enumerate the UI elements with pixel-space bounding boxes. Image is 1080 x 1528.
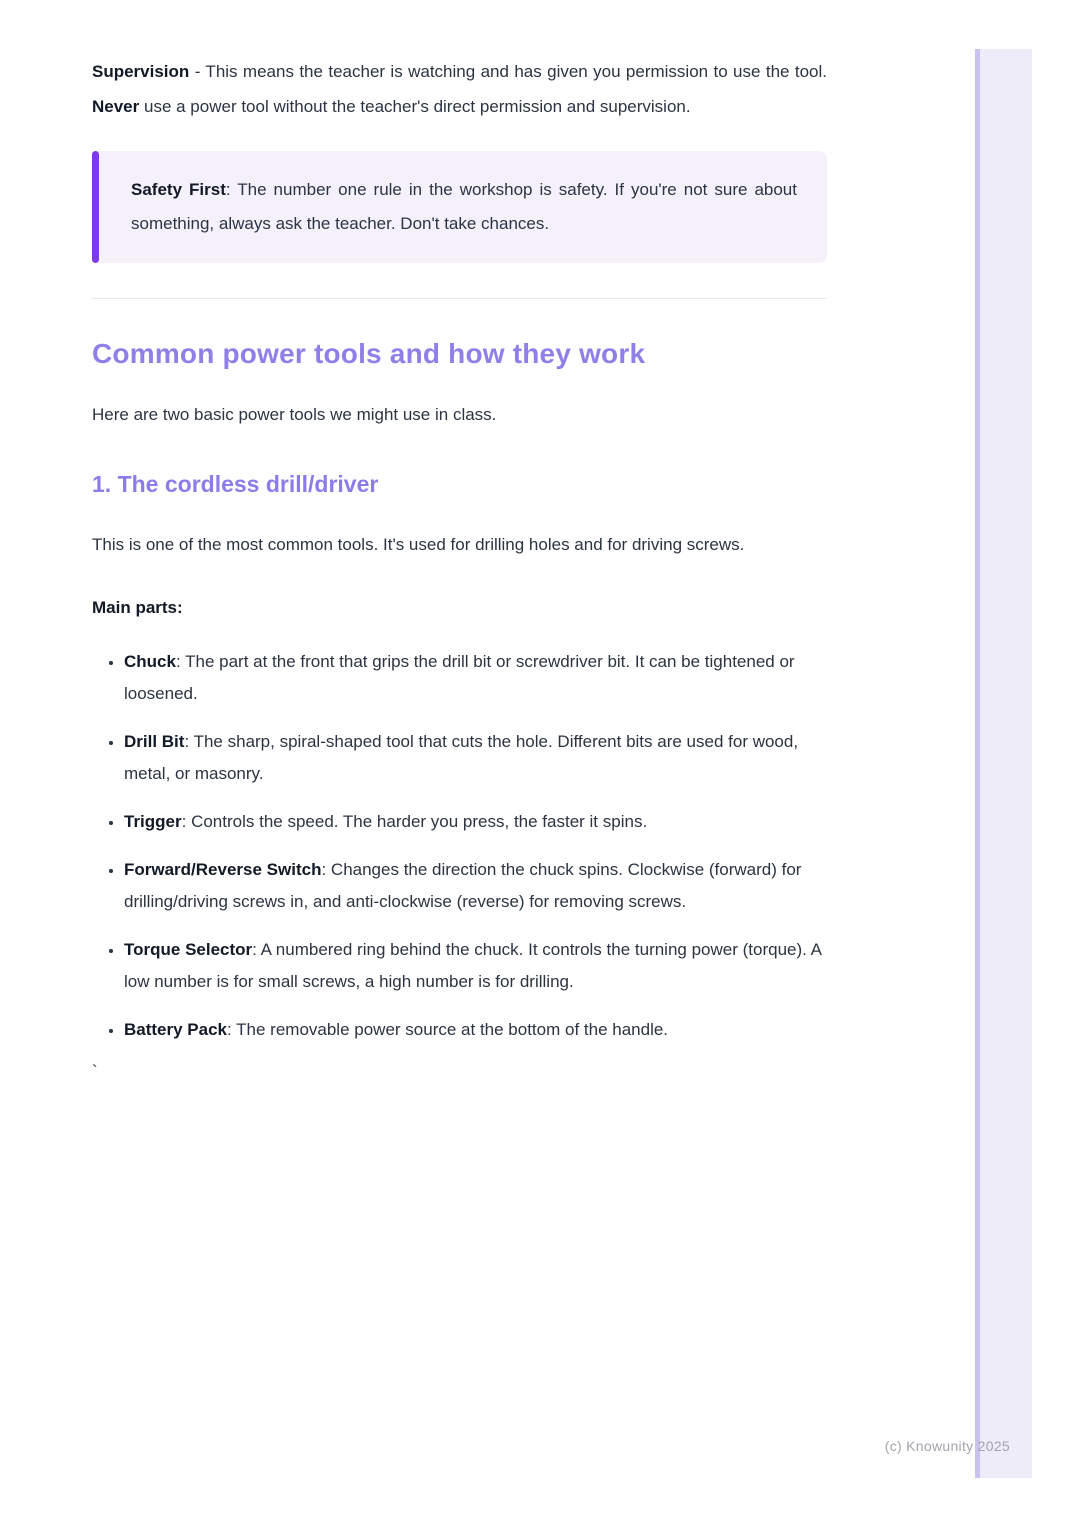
subsection-intro: This is one of the most common tools. It's used for drilling holes and for driving screws. [92, 535, 745, 554]
stray-backtick: ` [92, 1062, 98, 1081]
part-description: : The sharp, spiral-shaped tool that cuts the hole. Different bits are used for wood, metal, or masonry. [124, 732, 799, 783]
section-heading: Common power tools and how they work [92, 338, 646, 369]
list-item-drill-bit [124, 726, 827, 790]
supervision-text-1: - This means the teacher is watching and has given you permission to use the tool. [189, 62, 827, 81]
page-content [92, 0, 827, 1082]
section-intro: Here are two basic power tools we might use in class. [92, 405, 497, 424]
copyright-footer: (c) Knowunity 2025 [884, 1438, 1010, 1454]
list-item-trigger [124, 806, 827, 838]
part-description: : Controls the speed. The harder you press, the faster it spins. [181, 812, 648, 831]
part-description: : The removable power source at the bottom of the handle. [227, 1020, 669, 1039]
callout-title: Safety First [131, 180, 226, 199]
subsection-heading: 1. The cordless drill/driver [92, 471, 379, 497]
part-term: Battery Pack [124, 1020, 228, 1039]
main-parts-list [92, 646, 827, 1046]
part-term: Drill Bit [124, 732, 185, 751]
list-item-battery-pack [124, 1014, 827, 1046]
part-description: : The part at the front that grips the drill bit or screwdriver bit. It can be tightened or loosened. [124, 652, 795, 703]
part-description: : Changes the direction the chuck spins. Clockwise (forward) for drilling/driving screws in, and anti-clockwise (reverse) for removing screws. [124, 860, 802, 911]
supervision-paragraph [92, 54, 827, 124]
safety-callout [92, 151, 827, 263]
list-item-forward-reverse-switch [124, 854, 827, 918]
part-description: : A numbered ring behind the chuck. It controls the turning power (torque). A low number is for small screws, a high number is for drilling. [124, 940, 822, 991]
supervision-term: Supervision [92, 62, 190, 81]
list-item-chuck [124, 646, 827, 710]
supervision-text-2: use a power tool without the teacher's direct permission and supervision. [139, 97, 691, 116]
main-parts-label: Main parts: [92, 598, 183, 617]
section-divider [92, 298, 827, 299]
part-term: Forward/Reverse Switch [124, 860, 322, 879]
never-term: Never [92, 97, 140, 116]
callout-text: : The number one rule in the workshop is safety. If you're not sure about something, always ask the teacher. Don't take chances. [131, 180, 797, 233]
list-item-torque-selector [124, 934, 827, 998]
right-margin-strip [975, 49, 1032, 1478]
part-term: Trigger [124, 812, 182, 831]
part-term: Chuck [124, 652, 176, 671]
part-term: Torque Selector [124, 940, 253, 959]
